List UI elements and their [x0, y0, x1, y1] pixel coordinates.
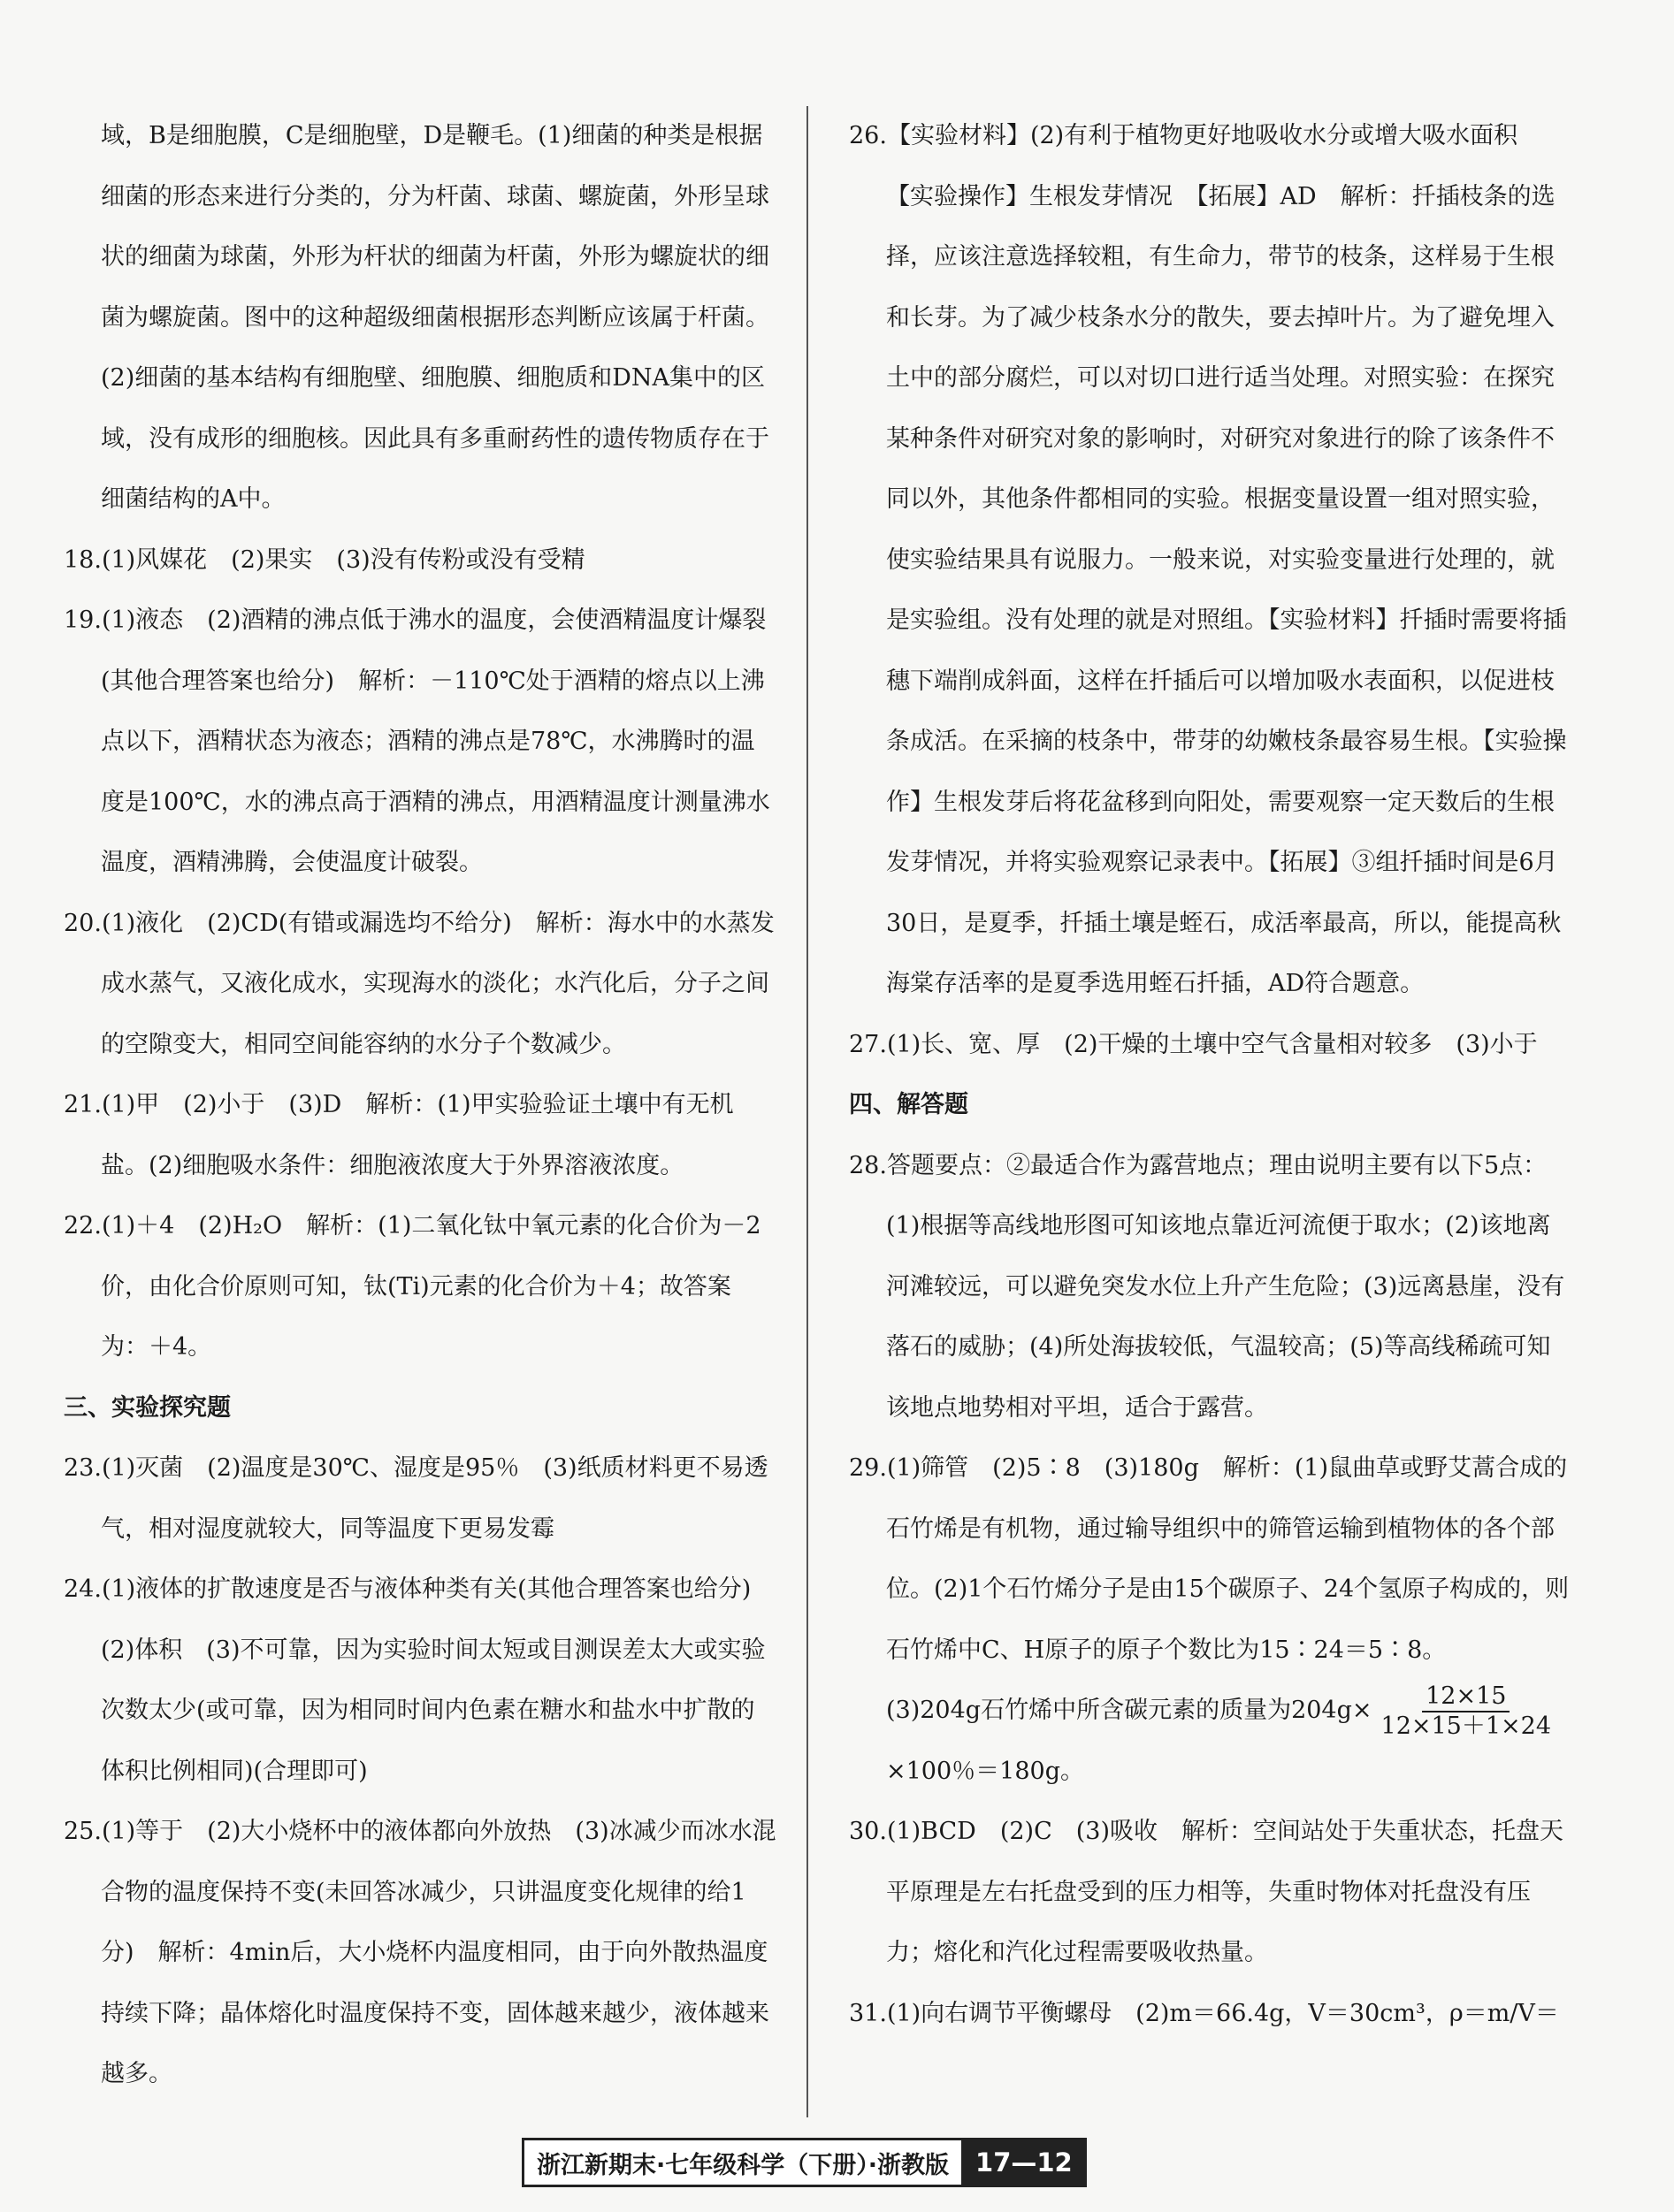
answer-31: 31.(1)向右调节平衡螺母 (2)m＝66.4g，V＝30cm³，ρ＝m/V＝: [849, 1999, 1559, 2027]
answer-21: 21.(1)甲 (2)小于 (3)D 解析：(1)甲实验验证土壤中有无机盐。(2)细胞吸水条件：细胞液浓度大于外界溶液浓度。: [64, 1091, 734, 1179]
mass-fraction: [1378, 1682, 1556, 1741]
fraction-denominator: 12×15＋1×24: [1380, 1712, 1552, 1740]
page-footer: [522, 2138, 1087, 2187]
answer-23: 23.(1)灭菌 (2)温度是30℃、湿度是95％ (3)纸质材料更不易透气，相对湿度就较大，同等温度下更易发霉: [64, 1454, 768, 1543]
footer-book-title: 浙江新期末·七年级科学（下册）·浙教版: [522, 2138, 961, 2187]
answer-18: 18.(1)风媒花 (2)果实 (3)没有传粉或没有受精: [64, 545, 585, 574]
section-heading-experiments: 三、实验探究题: [64, 1393, 231, 1422]
answer-26: 26.【实验材料】(2)有利于植物更好地吸收水分或增大吸水面积: [849, 122, 1518, 149]
answer-20: 20.(1)液化 (2)CD(有错或漏选均不给分) 解析：海水中的水蒸发成水蒸气，又液化成水，实现海水的淡化；水汽化后，分子之间的空隙变大，相同空间能容纳的水分子个数减少。: [64, 909, 775, 1058]
answer-17-continued: 域，B是细胞膜，C是细胞壁，D是鞭毛。(1)细菌的种类是根据细菌的形态来进行分类的，分为杆菌、球菌、螺旋菌，外形呈球状的细菌为球菌，外形为杆状的细菌为杆菌，外形为螺旋状的细菌为螺旋菌。图中的这种超级细菌根据形态判断应该属于杆菌。(2)细菌的基本结构有细胞壁、细胞膜、细胞质和DNA集中的区域，没有成形的细胞核。因此具有多重耐药性的遗传物质存在于细菌结构的A中。: [101, 122, 769, 513]
answer-27: 27.(1)长、宽、厚 (2)干燥的土壤中空气含量相对较多 (3)小于: [849, 1030, 1538, 1058]
answer-19: 19.(1)液态 (2)酒精的沸点低于沸水的温度，会使酒精温度计爆裂(其他合理答案也给分) 解析：－110℃处于酒精的熔点以上沸点以下，酒精状态为液态；酒精的沸点是78℃，水沸腾时的温度是100℃，水的沸点高于酒精的沸点，用酒精温度计测量沸水温度，酒精沸腾，会使温度计破裂。: [64, 606, 770, 876]
answer-22: 22.(1)＋4 (2)H₂O 解析：(1)二氧化钛中氧元素的化合价为－2价，由化合价原则可知，钛(Ti)元素的化合价为＋4；故答案为：＋4。: [64, 1212, 761, 1361]
answer-25: 25.(1)等于 (2)大小烧杯中的液体都向外放热 (3)冰减少而冰水混合物的温度保持不变(未回答冰减少，只讲温度变化规律的给1分) 解析：4min后，大小烧杯内温度相同，由于向外散热温度持续下降；晶体熔化时温度保持不变，固体越来越少，液体越来越多。: [64, 1818, 776, 2087]
formula-prefix: (3)204g石竹烯中所含碳元素的质量为204g×: [886, 1697, 1372, 1724]
footer-page-number: 17—12: [961, 2138, 1087, 2187]
answer-29-formula: [849, 1681, 1574, 1802]
column-divider: [806, 106, 808, 2117]
formula-suffix: ×100％＝180g。: [886, 1757, 1084, 1785]
right-column: [849, 106, 1574, 2044]
answer-29: 29.(1)筛管 (2)5∶8 (3)180g 解析：(1)鼠曲草或野艾蒿合成的石竹烯是有机物，通过输导组织中的筛管运输到植物体的各个部位。(2)1个石竹烯分子是由15个碳原子、24个氢原子构成的，则石竹烯中C、H原子的原子个数比为15∶24＝5∶8。: [849, 1454, 1570, 1664]
section-heading-solutions: 四、解答题: [849, 1091, 968, 1118]
answer-26-analysis: 【实验操作】生根发芽情况 【拓展】AD 解析：扦插枝条的选择，应该注意选择较粗，有生命力，带节的枝条，这样易于生根和长芽。为了减少枝条水分的散失，要去掉叶片。为了避免埋入土中的部分腐烂，可以对切口进行适当处理。对照实验：在探究某种条件对研究对象的影响时，对研究对象进行的除了该条件不同以外，其他条件都相同的实验。根据变量设置一组对照实验，使实验结果具有说服力。一般来说，对实验变量进行处理的，就是实验组。没有处理的就是对照组。【实验材料】扦插时需要将插穗下端削成斜面，这样在扦插后可以增加吸水表面积，以促进枝条成活。在采摘的枝条中，带芽的幼嫩枝条最容易生根。【实验操作】生根发芽后将花盆移到向阳处，需要观察一定天数后的生根发芽情况，并将实验观察记录表中。【拓展】③组扦插时间是6月30日，是夏季，扦插土壤是蛭石，成活率最高，所以，能提高秋海棠存活率的是夏季选用蛭石扦插，AD符合题意。: [886, 182, 1567, 997]
answer-30: 30.(1)BCD (2)C (3)吸收 解析：空间站处于失重状态，托盘天平原理是左右托盘受到的压力相等，失重时物体对托盘没有压力；熔化和汽化过程需要吸收热量。: [849, 1818, 1563, 1966]
fraction-numerator: 12×15: [1422, 1682, 1510, 1712]
answer-24: 24.(1)液体的扩散速度是否与液体种类有关(其他合理答案也给分) (2)体积 (3)不可靠，因为实验时间太短或目测误差太大或实验次数太少(或可靠，因为相同时间内色素在糖水和盐水中扩散的体积比例相同)(合理即可): [64, 1575, 776, 1785]
left-column: [64, 106, 778, 2105]
answer-28: 28.答题要点：②最适合作为露营地点；理由说明主要有以下5点：(1)根据等高线地形图可知该地点靠近河流便于取水；(2)该地离河滩较远，可以避免突发水位上升产生危险；(3)远离悬崖，没有落石的威胁；(4)所处海拔较低，气温较高；(5)等高线稀疏可知该地点地势相对平坦，适合于露营。: [849, 1151, 1565, 1422]
